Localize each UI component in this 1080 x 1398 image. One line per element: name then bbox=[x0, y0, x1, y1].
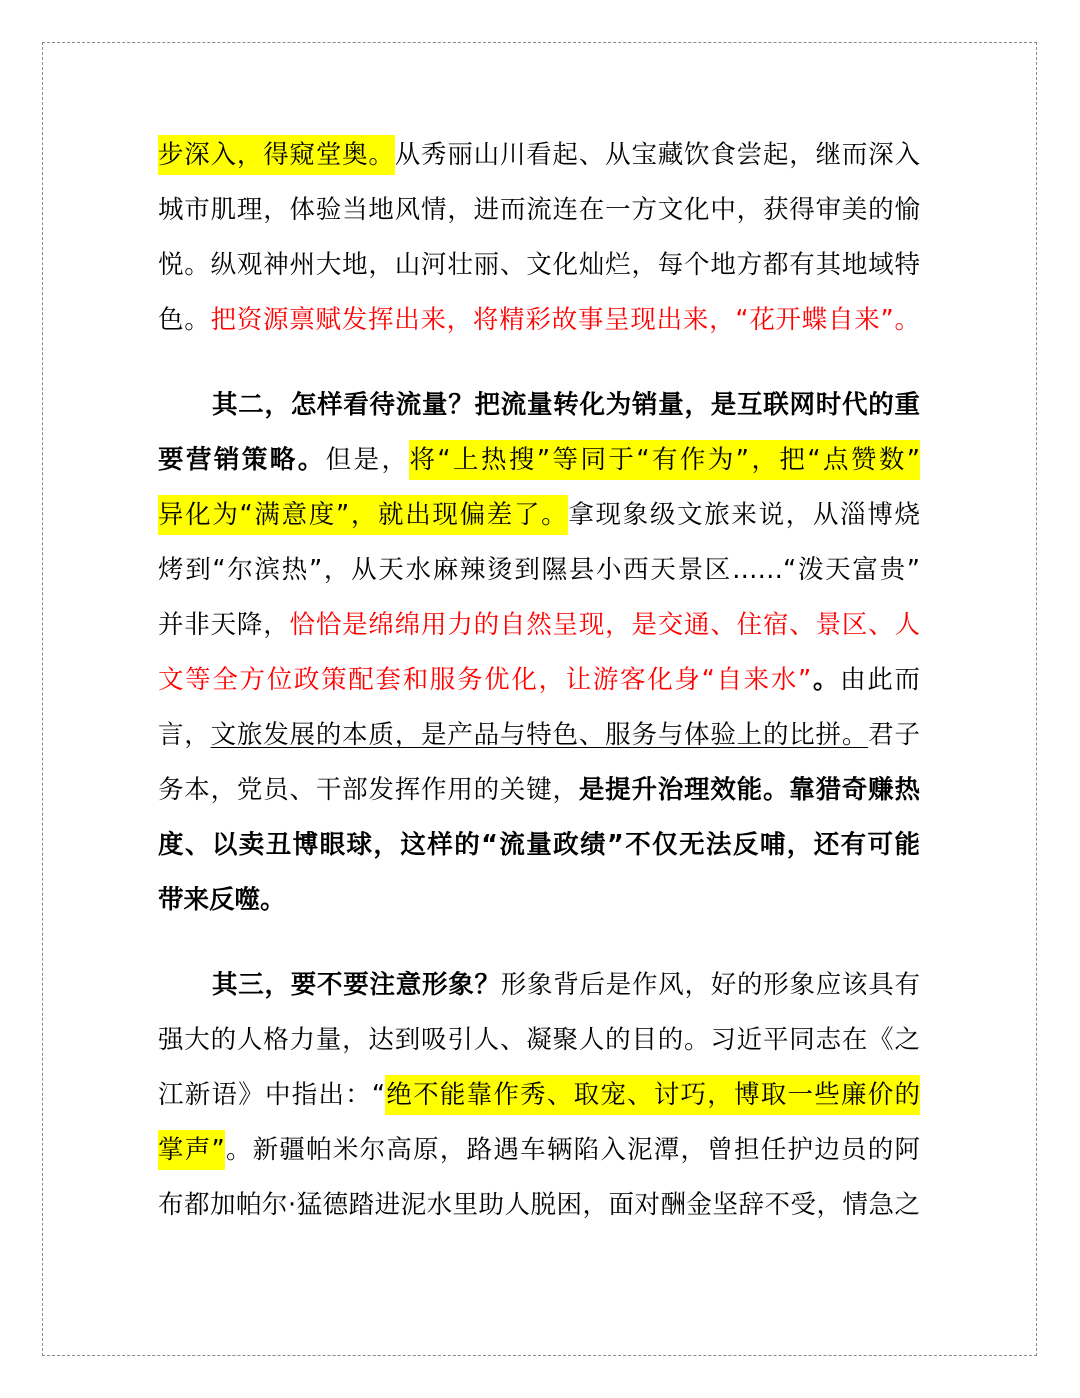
text-run: 。新疆帕米尔高原，路遇车辆陷入泥潭，曾担任护边员的阿 bbox=[224, 1135, 920, 1165]
text-run: 强大的人格力量，达到吸引人、凝聚人的目的。习近平同志在《之 bbox=[158, 1025, 920, 1055]
text-line bbox=[158, 433, 920, 488]
bold-heading-text: 其二，怎样看待流量？把流量转化为销量，是互联网时代的重 bbox=[212, 390, 920, 420]
text-line bbox=[158, 238, 920, 293]
text-line bbox=[158, 708, 920, 763]
red-emphasis-text: 文等全方位政策配套和服务优化，让游客化身“自来水” bbox=[158, 665, 812, 695]
text-line bbox=[158, 958, 920, 1013]
text-run: 从秀丽山川看起、从宝藏饮食尝起，继而深入 bbox=[394, 140, 920, 170]
highlighted-quote-text: 绝不能靠作秀、取宠、讨巧，博取一些廉价的 bbox=[385, 1075, 920, 1115]
text-run: 由此而 bbox=[840, 665, 920, 695]
text-line bbox=[158, 1013, 920, 1068]
text-line bbox=[158, 183, 920, 238]
paragraph-1 bbox=[158, 128, 920, 348]
paragraph-3 bbox=[158, 958, 920, 1233]
bold-text: 是提升治理效能。靠猎奇赚热 bbox=[578, 775, 920, 805]
text-run: 色。 bbox=[158, 305, 211, 335]
text-line bbox=[158, 873, 920, 928]
highlighted-text: 异化为“满意度”，就出现偏差了。 bbox=[158, 495, 568, 535]
highlighted-text: 将“上热搜”等同于“有作为”，把“点赞数” bbox=[409, 440, 920, 480]
underlined-text: 文旅发展的本质，是产品与特色、服务与体验上的比拼。 bbox=[210, 720, 869, 750]
text-run: 城市肌理，体验当地风情，进而流连在一方文化中，获得审美的愉 bbox=[158, 195, 920, 225]
text-line bbox=[158, 818, 920, 873]
text-line bbox=[158, 543, 920, 598]
text-run: 拿现象级文旅来说，从淄博烧 bbox=[568, 500, 920, 530]
text-line bbox=[158, 128, 920, 183]
bold-text: 度、以卖丑博眼球，这样的“流量政绩”不仅无法反哺，还有可能 bbox=[158, 830, 920, 860]
text-run: 务本，党员、干部发挥作用的关键， bbox=[158, 775, 579, 805]
text-run: 言， bbox=[158, 720, 211, 750]
red-emphasis-text: 把资源禀赋发挥出来，将精彩故事呈现出来，“花开蝶自来”。 bbox=[210, 305, 920, 335]
text-run: 烤到“尔滨热”，从天水麻辣烫到隰县小西天景区……“泼天富贵” bbox=[158, 555, 920, 585]
text-line bbox=[158, 1178, 920, 1233]
text-run: 布都加帕尔·猛德踏进泥水里助人脱困，面对酬金坚辞不受，情急之 bbox=[158, 1190, 920, 1220]
text-run: 君子 bbox=[868, 720, 920, 750]
text-line bbox=[158, 378, 920, 433]
text-line bbox=[158, 293, 920, 348]
bold-text: 要营销策略。 bbox=[158, 445, 326, 475]
highlighted-quote-text: 掌声” bbox=[158, 1130, 225, 1170]
bold-text: 。 bbox=[811, 665, 841, 695]
text-line bbox=[158, 598, 920, 653]
text-line bbox=[158, 488, 920, 543]
bold-heading-text: 其三，要不要注意形象？ bbox=[212, 970, 501, 1000]
text-line bbox=[158, 653, 920, 708]
text-run: 形象背后是作风，好的形象应该具有 bbox=[500, 970, 920, 1000]
text-run: 江新语》中指出：“ bbox=[158, 1080, 386, 1110]
highlighted-text: 步深入，得窥堂奥。 bbox=[158, 135, 395, 175]
text-run: 悦。纵观神州大地，山河壮丽、文化灿烂，每个地方都有其地域特 bbox=[158, 250, 920, 280]
document-body bbox=[158, 128, 920, 1233]
bold-text: 带来反噬。 bbox=[158, 885, 286, 915]
text-run: 但是， bbox=[325, 445, 410, 475]
paragraph-2 bbox=[158, 378, 920, 928]
text-line bbox=[158, 1123, 920, 1178]
text-line bbox=[158, 1068, 920, 1123]
red-emphasis-text: 恰恰是绵绵用力的自然呈现，是交通、住宿、景区、人 bbox=[289, 610, 920, 640]
text-run: 并非天降， bbox=[158, 610, 290, 640]
text-line bbox=[158, 763, 920, 818]
